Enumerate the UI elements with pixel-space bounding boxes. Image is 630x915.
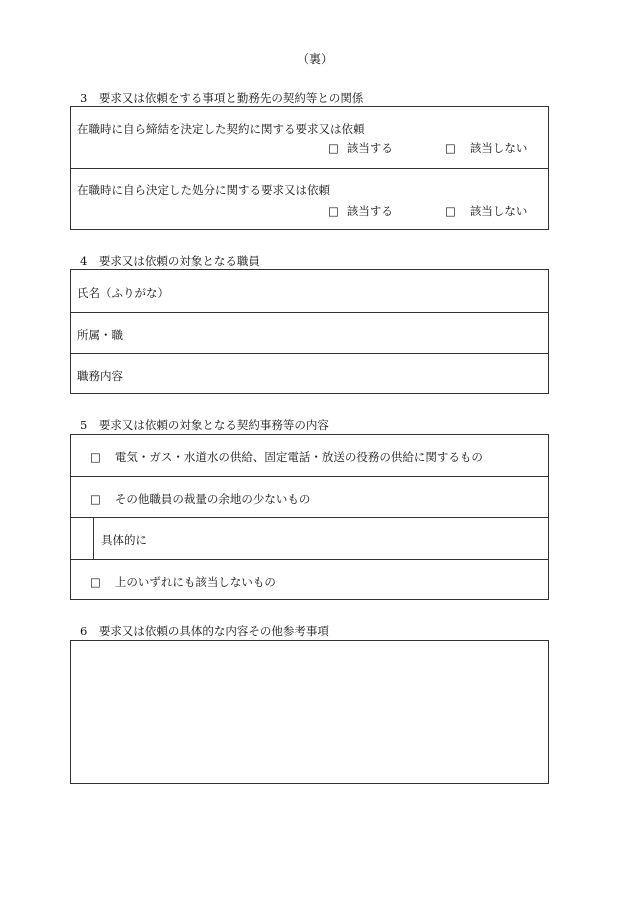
checkbox-icon[interactable]: □ xyxy=(90,492,101,506)
section-4-title: 4 要求又は依頼の対象となる職員 xyxy=(80,254,260,268)
contract-applicable-option[interactable] xyxy=(328,140,393,156)
name-field-label: 氏名（ふりがな） xyxy=(77,286,169,300)
page-side-label: （裏） xyxy=(296,52,333,66)
not-applicable-label: 該当しない xyxy=(469,204,528,218)
section-3-table xyxy=(70,106,549,230)
section-3-row-contract xyxy=(71,107,548,168)
contract-question: 在職時に自ら締結を決定した契約に関する要求又は依頼 xyxy=(77,122,365,136)
disposition-not-applicable-option[interactable] xyxy=(445,203,527,219)
none-applicable-label: 上のいずれにも該当しないもの xyxy=(114,575,276,589)
checkbox-icon[interactable]: □ xyxy=(90,450,101,464)
disposition-applicable-option[interactable] xyxy=(328,203,393,219)
section-3-title: 3 要求又は依頼をする事項と勤務先の契約等との関係 xyxy=(80,91,364,105)
detail-field-label: 具体的に xyxy=(101,533,147,547)
affiliation-field-label: 所属・職 xyxy=(77,328,123,342)
section-4-table xyxy=(70,269,549,394)
contract-not-applicable-option[interactable] xyxy=(445,140,527,156)
section-5-title: 5 要求又は依頼の対象となる契約事務等の内容 xyxy=(80,418,329,432)
duties-field-row[interactable] xyxy=(71,353,548,394)
indent-divider xyxy=(93,518,94,559)
section-5-table xyxy=(70,434,549,600)
reference-details-textarea[interactable] xyxy=(70,640,549,784)
utility-service-option[interactable] xyxy=(71,435,548,476)
duties-field-label: 職務内容 xyxy=(77,369,123,383)
not-applicable-label: 該当しない xyxy=(469,141,528,155)
section-6-title: 6 要求又は依頼の具体的な内容その他参考事項 xyxy=(80,624,329,638)
low-discretion-label: その他職員の裁量の余地の少ないもの xyxy=(114,492,311,506)
checkbox-icon[interactable]: □ xyxy=(445,141,456,155)
detail-field-row[interactable] xyxy=(71,517,548,559)
checkbox-icon[interactable]: □ xyxy=(90,575,101,589)
low-discretion-option[interactable] xyxy=(71,476,548,517)
utility-service-label: 電気・ガス・水道水の供給、固定電話・放送の役務の供給に関するもの xyxy=(114,450,483,464)
affiliation-field-row[interactable] xyxy=(71,312,548,353)
checkbox-icon[interactable]: □ xyxy=(328,141,339,155)
name-field-row[interactable] xyxy=(71,270,548,312)
disposition-question: 在職時に自ら決定した処分に関する要求又は依頼 xyxy=(77,183,330,197)
applicable-label: 該当する xyxy=(346,204,393,218)
checkbox-icon[interactable]: □ xyxy=(445,204,456,218)
applicable-label: 該当する xyxy=(346,141,393,155)
none-applicable-option[interactable] xyxy=(71,559,548,600)
checkbox-icon[interactable]: □ xyxy=(328,204,339,218)
section-3-row-disposition xyxy=(71,168,548,230)
